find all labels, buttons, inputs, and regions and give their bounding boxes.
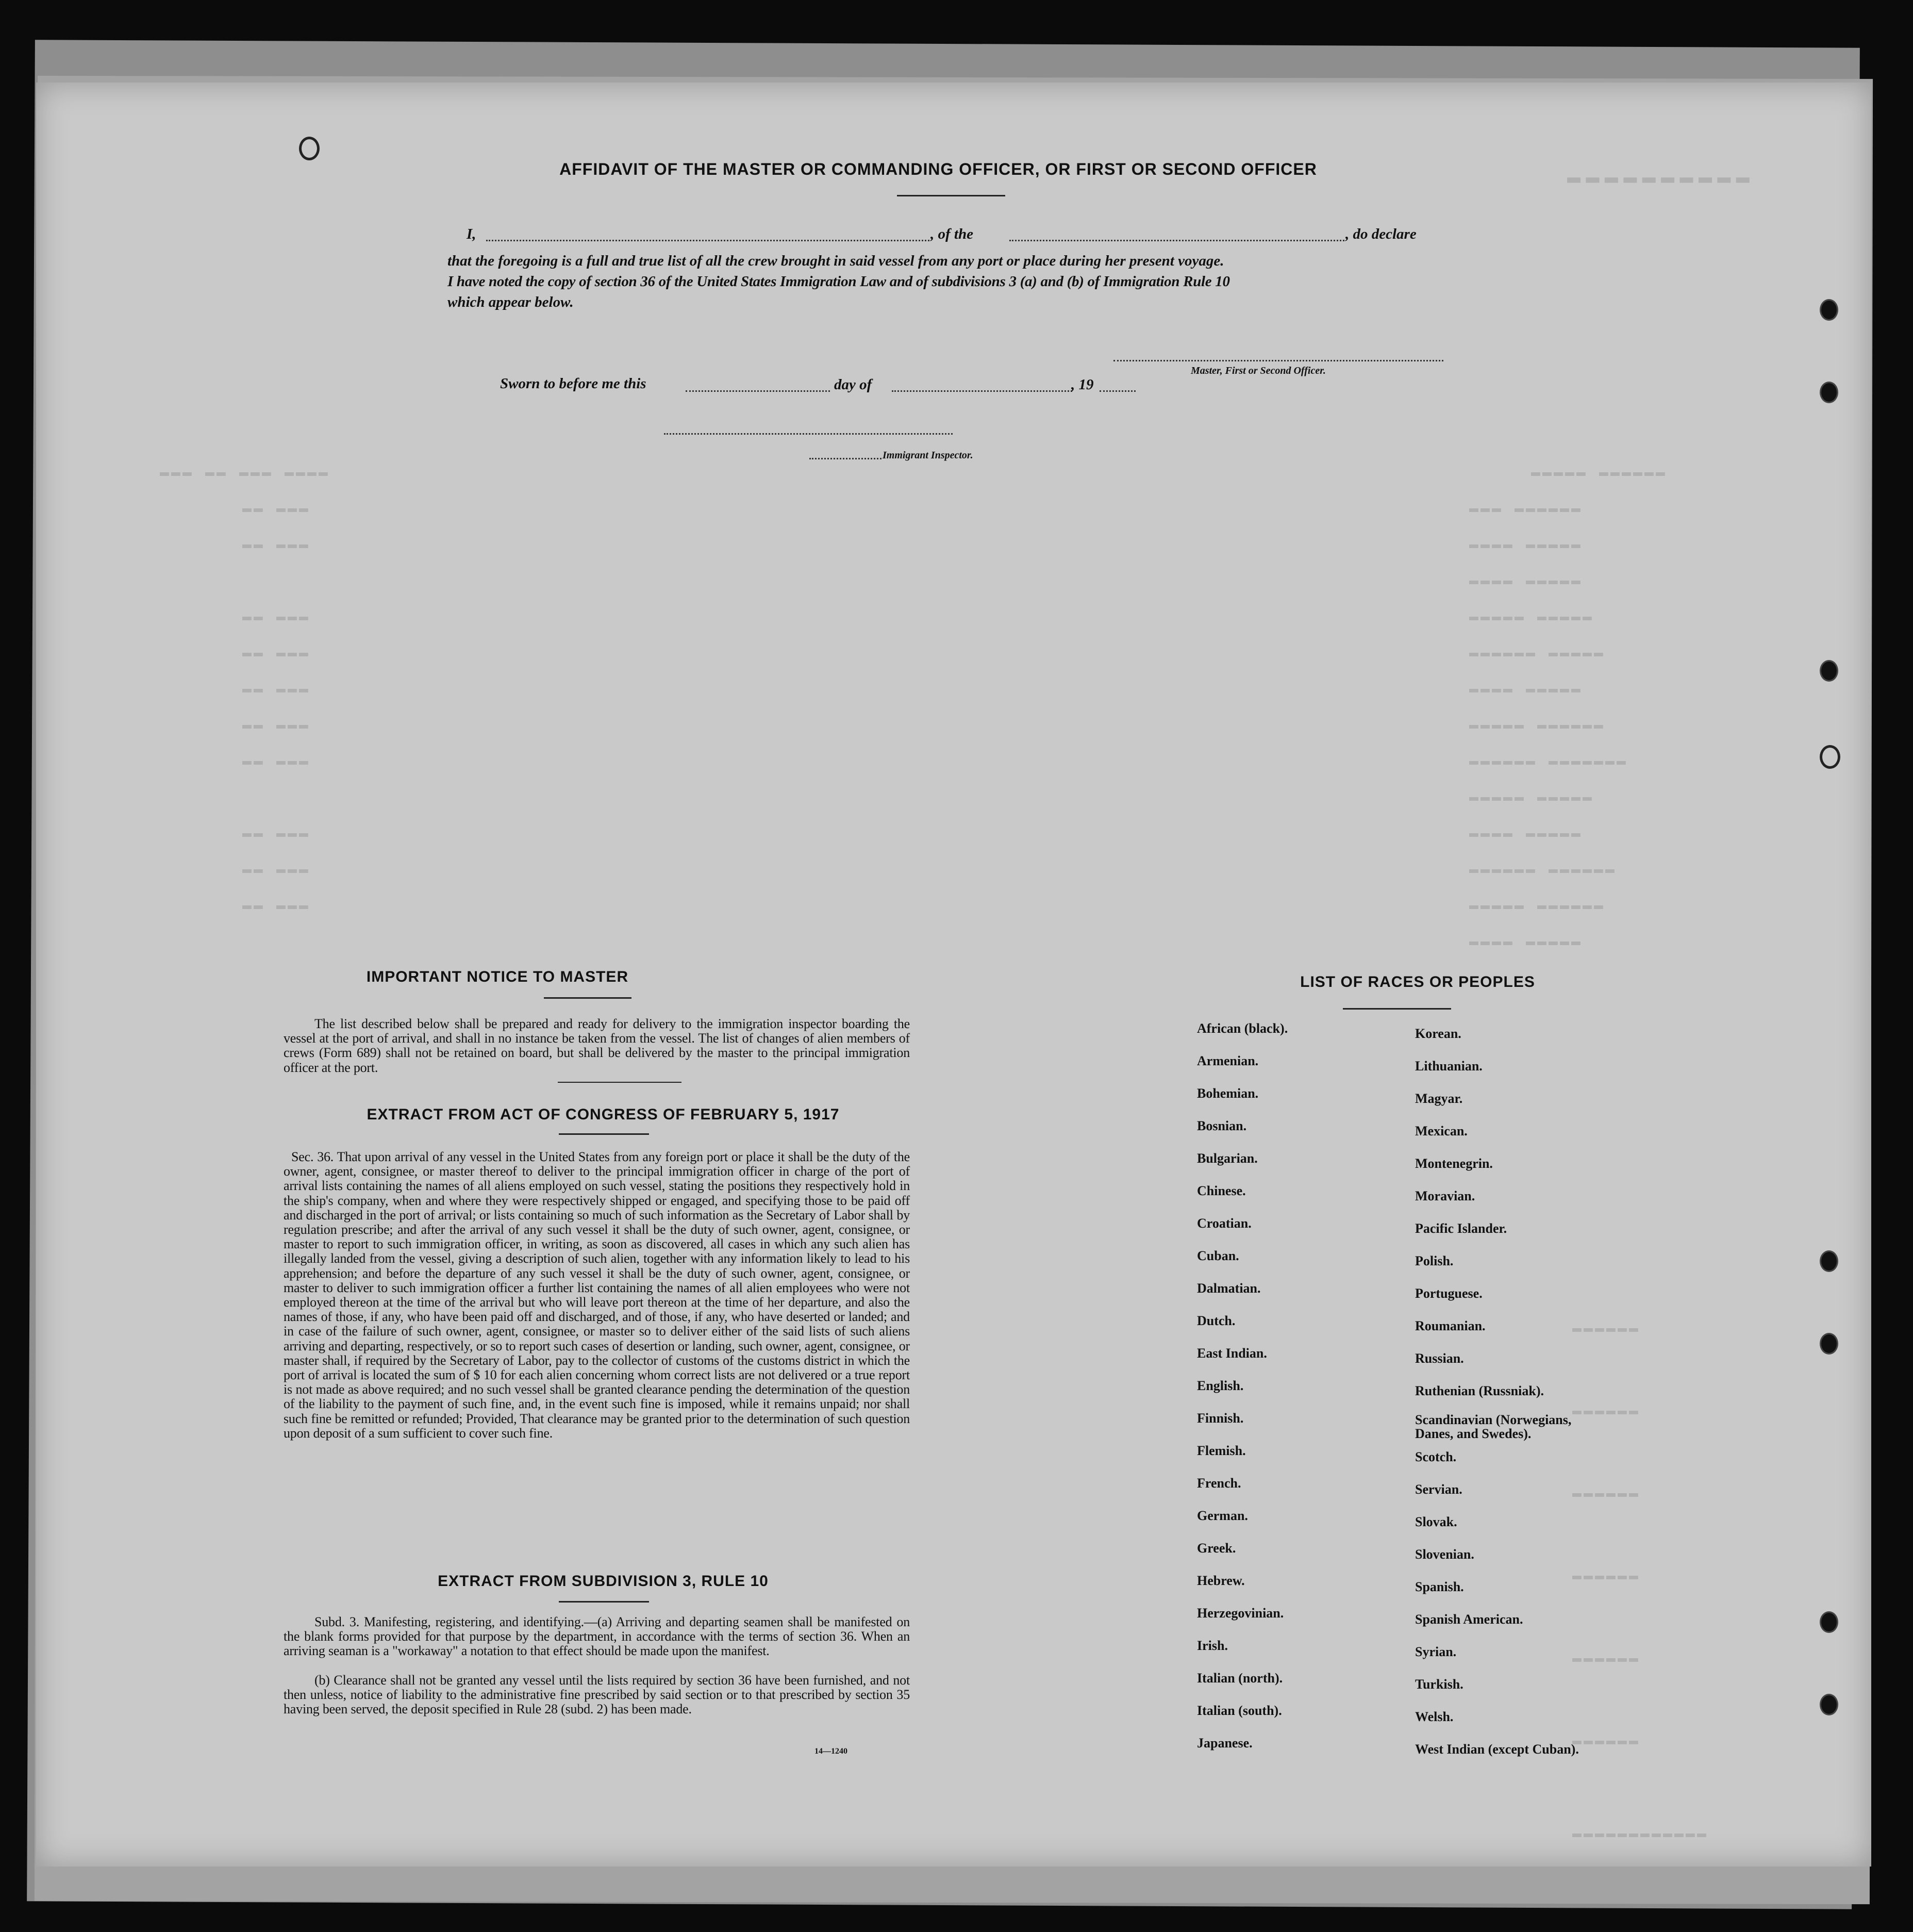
race-item: Italian (north). <box>1197 1671 1283 1686</box>
binder-hole-top-left <box>299 137 320 160</box>
races-title: LIST OF RACES OR PEOPLES <box>1300 973 1535 990</box>
title-underline <box>897 195 1005 196</box>
notice-body: The list described below shall be prepared and ready for delivery to the immigration inspector boarding the vessel at the port of arrival, and shall in no instance be taken from the vessel. The list of changes of alien members of crews (Form 689) shall not be retained on board, but shall be delivered by the master to the principal immigration officer at the port. <box>284 1016 910 1075</box>
affidavit-title: AFFIDAVIT OF THE MASTER OR COMMANDING OFFICER, OR FIRST OR SECOND OFFICER <box>559 160 1317 178</box>
race-item: Japanese. <box>1197 1736 1253 1751</box>
race-item: Mexican. <box>1415 1124 1468 1138</box>
race-item: Chinese. <box>1197 1183 1246 1198</box>
affidavit-line-2: that the foregoing is a full and true list of all the crew brought in said vessel from any port or place during her present voyage. <box>447 253 1224 269</box>
race-item: Slovenian. <box>1415 1547 1474 1562</box>
sworn-label: Sworn to before me this <box>500 375 646 392</box>
race-item: German. <box>1197 1508 1248 1523</box>
binder-hole <box>1820 1694 1838 1715</box>
act-section-36-body: Sec. 36. That upon arrival of any vessel in the United States from any foreign port or place it shall be the duty of the owner, agent, consignee, or master thereof to deliver to the principal immigration officer in charge of the port of arrival lists containing the names of all aliens employed on such vessel, stating the positions they respectively hold in the ship's company, when and where they were respectively shipped or engaged, and specifying those to be paid off and discharged in the port of arrival; or lists containing so much of such information as the Secretary of Labor shall by regulation prescribe; and after the arrival of any such vessel it shall be the duty of such owner, agent, consignee, or master to report to such immigration officer, in writing, as soon as discovered, all cases in which any such alien has illegally landed from the vessel, giving a description of such alien, together with any information likely to lead to his apprehension; and before the departure of any such vessel it shall be the duty of such owner, agent, consignee, or master to deliver to such immigration officer a further list containing the names of all alien employees who were not employed thereon at the time of the arrival but who will leave port thereon at the time of her departure, and also the names of those, if any, who have been paid off and discharged, and of those, if any, who have deserted or landed; and in case of the failure of such owner, agent, consignee, or master so to deliver either of the said lists of such aliens arriving and departing, respectively, or so to report such cases of desertion or landing, such owner, agent, consignee, or master shall, if required by the Secretary of Labor, pay to the collector of customs of the customs district in which the port of arrival is located the sum of $ 10 for each alien concerning whom correct lists are not delivered or a true report is not made as above required; and no such vessel shall be granted clearance pending the determination of the question of the liability to the payment of such fine, and, in the event such fine is imposed, while it remains unpaid; nor shall such fine be remitted or refunded; Provided, That clearance may be granted prior to the determination of such question upon deposit of a sum sufficient to cover such fine. <box>284 1149 910 1441</box>
race-item: East Indian. <box>1197 1346 1267 1361</box>
inspector-lead-line <box>809 458 881 459</box>
race-item: Welsh. <box>1415 1709 1454 1724</box>
act-title: EXTRACT FROM ACT OF CONGRESS OF FEBRUARY 5, 1917 <box>367 1106 840 1123</box>
race-item: Armenian. <box>1197 1053 1259 1068</box>
form-number: 14—1240 <box>814 1747 847 1756</box>
name-blank-line <box>486 240 929 241</box>
binder-hole <box>1820 745 1840 769</box>
race-item: Spanish American. <box>1415 1612 1523 1627</box>
race-item: Bulgarian. <box>1197 1151 1258 1166</box>
race-item: Roumanian. <box>1415 1318 1486 1333</box>
race-item: Montenegrin. <box>1415 1156 1493 1171</box>
notice-title: IMPORTANT NOTICE TO MASTER <box>366 968 629 985</box>
rule-underline <box>559 1601 649 1603</box>
inspector-signature-line <box>664 433 953 435</box>
rule-subdivision-b: (b) Clearance shall not be granted any vessel until the lists required by section 36 have been furnished, and not then unless, notice of liability to the administrative fine prescribed by said section or to that prescribed by section 35 having been served, the deposit specified in Rule 28 (subd. 2) has been made. <box>284 1673 910 1717</box>
form-page: ▬▬▬▬▬▬▬▬▬▬ ▬▬▬ ▬▬ ▬▬▬ ▬▬▬▬ ▬▬▬▬▬ ▬▬▬▬▬▬ ▬▬ ▬▬▬ ▬▬▬ ▬▬▬▬▬▬ ▬▬ ▬▬▬ ▬▬▬▬ ▬▬▬▬▬ ▬▬▬▬ ▬▬▬▬▬ ▬▬ ▬▬▬ ▬▬▬▬▬ ▬▬▬▬▬ ▬▬ ▬▬▬ ▬▬▬▬▬▬ ▬▬▬▬▬ ▬▬ ▬▬▬ ▬▬▬▬ ▬▬▬▬▬ ▬▬ ▬▬▬ ▬▬▬▬▬ ▬▬▬▬▬▬ ▬▬ ▬▬▬ ▬▬▬▬▬▬ ▬▬▬▬▬▬▬ ▬▬▬▬▬ ▬▬▬▬▬ ▬▬ ▬▬▬ ▬▬▬▬ ▬▬▬▬▬ ▬▬ ▬▬▬ ▬▬▬▬▬▬ ▬▬▬▬▬▬ ▬▬ ▬▬▬ ▬▬▬▬▬ ▬▬▬▬▬▬ ▬▬▬▬ ▬▬▬▬▬ ▬▬▬▬▬▬ ▬▬▬▬▬▬ ▬▬▬▬▬▬ ▬▬▬▬▬▬ ▬▬▬▬▬▬ ▬▬▬▬▬▬ ▬▬▬▬▬▬▬▬▬▬▬▬ AFFIDAVIT OF THE MASTER OR COMMANDING OFFICER, OR FIRST OR SECOND OFFICER I, , of the , do declare that the foregoing is a full and true list of all the crew brought in said vessel from any port or place during her present voyage. I have noted the copy of section 36 of the United States Immigration Law and of subdivisions 3 (a) and (b) of Immigration Rule 10 which appear below. Master, First or Second Officer. Sworn to before me this day of , 19 Immigrant Inspector. IMPORTANT NOTICE TO MASTER The list described below shall be prepared and ready for delivery to the immigration inspector boarding the vessel at the port of arrival, and shall in no instance be taken from the vessel. The list of changes of alien members of crews (Form 689) shall not be retained on board, but shall be delivered by the master to the principal immigration officer at the port. EXTRACT FROM ACT OF CONGRESS OF FEBRUARY 5, 1917 Sec. 36. That upon arrival of any vessel in the United States from any foreign port or place it shall be the duty of the owner, agent, consignee, or master thereof to deliver to the principal immigration officer in charge of the port of arrival lists containing the names of all aliens employed on such vessel, stating the positions they respectively hold in the ship's company, when and where they were respectively shipped or engaged, and specifying those to be paid off and discharged in the port of arrival; or lists containing so much of such information as the Secretary of Labor shall by regulation prescribe; and after the arrival of any such vessel it shall be the duty of such owner, agent, consignee, or master to report to such immigration officer, in writing, as soon as discovered, all cases in which any such alien has illegally landed from the vessel, giving a description of such alien, together with any information likely to lead to his apprehension; and before the departure of any such vessel it shall be the duty of such owner, agent, consignee, or master to deliver to such immigration officer a further list containing the names of all alien employees who were not employed thereon at the time of the arrival but who will leave port thereon at the time of her departure, and also the names of those, if any, who have been paid off and discharged, and of those, if any, who have deserted or landed; and in case of the failure of such owner, agent, consignee, or master so to deliver either of the said lists of such aliens arriving and departing, respectively, or so to report such cases of desertion or landing, such owner, agent, consignee, or master shall, if required by the Secretary of Labor, pay to the collector of customs of the customs district in which the port of arrival is located the sum of $ 10 for each alien concerning whom correct lists are not delivered or a true report is not made as above required; and no such vessel shall be granted clearance pending the determination of the question of the liability to the payment of such fine, and, in the event such fine is imposed, while it remains unpaid; nor shall such fine be remitted or refunded; Provided, That clearance may be granted prior to the determination of such question upon deposit of a sum sufficient to cover such fine. EXTRACT FROM SUBDIVISION 3, RULE 10 Subd. 3. Manifesting, registering, and identifying.—(a) Arriving and departing seamen shall be manifested on the blank forms provided for that purpose by the department, in accordance with the terms of section 36. When an arriving seaman is a "workaway" a notation to that effect should be made upon the manifest. (b) Clearance shall not be granted any vessel until the lists required by section 36 have been furnished, and not then unless, notice of liability to the administrative fine prescribed by said section or to that prescribed by section 35 having been served, the deposit specified in Rule 28 (subd. 2) has been made. 14—1240 LIST OF RACES OR PEOPLES African (black). Armenian. Bohemian. Bosnian. Bulgarian. Chinese. Croatian. Cuban. Dalmatian. Dutch. East Indian. English. Finnish. Flemish. French. German. Greek. Hebrew. Herzegovinian. Irish. Italian (north). Italian (south). Japanese. Korean. Lithuanian. Magyar. Mexican. Montenegrin. Moravian. Pacific Islander. Polish. Portuguese. Roumanian. Russian. Ruthenian (Russniak). Scandinavian (Norwegians, Danes, and Swedes). Scotch. Servian. Slovak. Slovenian. Spanish. Spanish American. Syrian. Turkish. Welsh. West Indian (except Cuban). <box>36 82 1871 1867</box>
inspector-caption: Immigrant Inspector. <box>883 450 973 461</box>
binder-hole <box>1820 1611 1838 1633</box>
race-item: Bohemian. <box>1197 1086 1259 1101</box>
race-item: Syrian. <box>1415 1644 1457 1659</box>
race-item: Servian. <box>1415 1482 1462 1497</box>
race-item: Slovak. <box>1415 1514 1457 1529</box>
sworn-year-blank <box>1100 390 1136 392</box>
race-item: Dutch. <box>1197 1313 1236 1328</box>
binder-hole <box>1820 1250 1838 1272</box>
affidavit-i-label: I, <box>467 226 476 242</box>
rule-subdivision-a: Subd. 3. Manifesting, registering, and identifying.—(a) Arriving and departing seamen shall be manifested on the blank forms provided for that purpose by the department, in accordance with the terms of section 36. When an arriving seaman is a "workaway" a notation to that effect should be made upon the manifest. <box>284 1614 910 1659</box>
sworn-month-blank <box>892 390 1072 392</box>
race-item: Irish. <box>1197 1638 1228 1653</box>
binder-hole <box>1820 1333 1838 1355</box>
race-item: Korean. <box>1415 1026 1461 1041</box>
rule-title: EXTRACT FROM SUBDIVISION 3, RULE 10 <box>438 1573 769 1590</box>
race-item: Pacific Islander. <box>1415 1221 1507 1236</box>
affidavit-line-3: I have noted the copy of section 36 of the United States Immigration Law and of subdivisions 3 (a) and (b) of Immigration Rule 10 <box>447 273 1230 290</box>
officer-signature-line <box>1113 360 1443 361</box>
affidavit-line-4: which appear below. <box>447 294 574 310</box>
affidavit-of-the-label: , of the <box>930 226 973 242</box>
race-item: Italian (south). <box>1197 1703 1282 1718</box>
year-label: , 19 <box>1071 376 1094 393</box>
race-item: French. <box>1197 1476 1241 1491</box>
race-item: Russian. <box>1415 1351 1464 1366</box>
race-item: Herzegovinian. <box>1197 1606 1284 1621</box>
vessel-blank-line <box>1009 240 1344 241</box>
race-item: Hebrew. <box>1197 1573 1245 1588</box>
binder-hole <box>1820 299 1838 321</box>
race-item: Magyar. <box>1415 1091 1463 1106</box>
race-item: Portuguese. <box>1415 1286 1483 1301</box>
binder-hole <box>1820 382 1838 403</box>
act-underline <box>559 1133 649 1135</box>
race-item: Cuban. <box>1197 1248 1239 1263</box>
sworn-day-blank <box>686 390 830 392</box>
race-item: West Indian (except Cuban). <box>1415 1742 1579 1757</box>
race-item: Turkish. <box>1415 1677 1463 1692</box>
race-item: Dalmatian. <box>1197 1281 1261 1296</box>
race-item: Scotch. <box>1415 1449 1457 1464</box>
day-of-label: day of <box>834 376 872 393</box>
notice-underline <box>544 997 631 999</box>
affidavit-declare-label: , do declare <box>1345 226 1417 242</box>
race-item: English. <box>1197 1378 1244 1393</box>
race-item: African (black). <box>1197 1021 1288 1036</box>
race-item: Polish. <box>1415 1253 1454 1268</box>
officer-signature-caption: Master, First or Second Officer. <box>1191 365 1326 376</box>
race-item: Finnish. <box>1197 1411 1244 1426</box>
race-item: Greek. <box>1197 1541 1236 1556</box>
races-underline <box>1343 1008 1451 1010</box>
race-item: Croatian. <box>1197 1216 1252 1231</box>
race-item: Ruthenian (Russniak). <box>1415 1383 1544 1398</box>
notice-divider <box>558 1082 681 1083</box>
race-item: Lithuanian. <box>1415 1059 1483 1074</box>
race-item: Scandinavian (Norwegians, Danes, and Swedes). <box>1415 1412 1572 1441</box>
race-item: Flemish. <box>1197 1443 1246 1458</box>
race-item: Bosnian. <box>1197 1118 1247 1133</box>
binder-hole <box>1820 660 1838 682</box>
race-item: Spanish. <box>1415 1579 1464 1594</box>
race-item: Moravian. <box>1415 1188 1475 1203</box>
